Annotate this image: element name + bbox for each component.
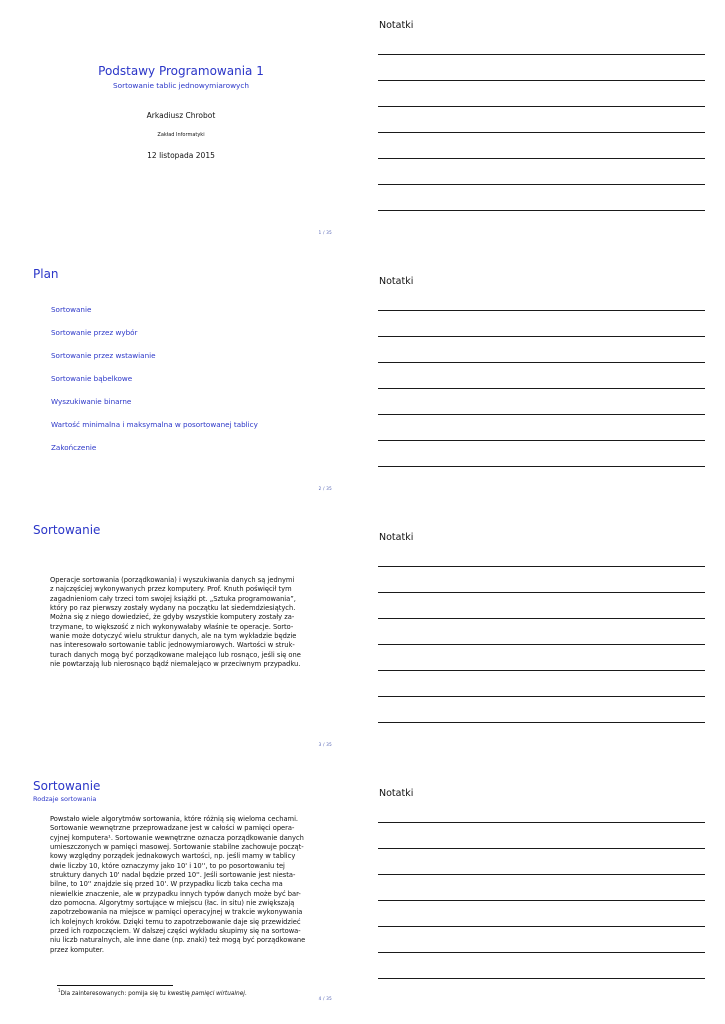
page-number: 3 / 35 [318,742,332,747]
note-line [378,644,705,645]
note-line [378,926,705,927]
notes-label: Notatki [379,532,414,543]
notes-panel-3 [362,512,725,768]
notes-panel-1 [362,0,725,256]
footnote-period: . [244,990,247,997]
footnote-text: Dla zainteresowanych: pomija się tu kwestię [60,990,192,997]
slide-3 [0,512,362,768]
text-line: kowy względny porządek jednakowych wartości, np. jeśli mamy w tablicy [50,852,296,861]
note-line [378,336,705,337]
note-line [378,848,705,849]
note-line [378,184,705,185]
notes-label: Notatki [379,20,414,31]
note-line [378,822,705,823]
note-line [378,722,705,723]
note-line [378,952,705,953]
plan-item[interactable]: Zakończenie [51,443,97,452]
note-line [378,440,705,441]
note-line [378,158,705,159]
text-line: umieszczonych w pamięci masowej. Sortowanie stabilne zachowuje począt- [50,843,304,852]
footnote-rule [57,985,173,986]
text-line: ich kolejnych kroków. Dzięki temu to zapotrzebowanie daje się przewidzieć [50,917,301,926]
note-line [378,414,705,415]
plan-item[interactable]: Sortowanie przez wybór [51,328,138,337]
page-number: 1 / 35 [318,230,332,235]
text-line: trzymane, to większość z nich wykonywałaby właśnie te operacje. Sorto- [50,622,294,631]
text-line: struktury danych 10' nadal będzie przed 10''. Jeśli sortowanie jest niesta- [50,871,296,880]
note-line [378,210,705,211]
note-line [378,978,705,979]
note-line [378,566,705,567]
footnote-mark: 1 [58,988,61,993]
text-line: Można się z niego dowiedzieć, że gdyby wszystkie komputery zostały za- [50,613,295,622]
institute: Zakład Informatyki [157,132,205,138]
notes-panel-2 [362,256,725,512]
text-line: niewielkie znaczenie, ale w przypadku innych typów danych może być bar- [50,889,301,898]
note-line [378,388,705,389]
note-line [378,310,705,311]
body-text [50,815,312,955]
frame-title: Plan [33,267,59,281]
body-text [50,576,312,669]
page-number: 4 / 35 [318,996,332,1001]
note-line [378,54,705,55]
text-line: bilne, to 10'' znajdzie się przed 10'. W przypadku liczb taka cecha ma [50,880,283,889]
plan-item[interactable]: Sortowanie bąbelkowe [51,374,133,383]
note-line [378,132,705,133]
slide-4 [0,768,362,1024]
note-line [378,874,705,875]
text-line: dzo pomocna. Algorytmy sortujące w miejscu (łac. in situ) nie zwiększają [50,899,295,908]
text-line: nie powtarzają lub nierosnąco bądź niemalejąco w przeciwnym przypadku. [50,660,301,669]
text-line: Sortowanie wewnętrzne przeprowadzane jest w całości w pamięci opera- [50,824,295,833]
note-line [378,670,705,671]
frame-subtitle: Rodzaje sortowania [33,795,97,803]
text-line: zapotrzebowania na miejsce w pamięci operacyjnej w trakcie wykonywania [50,908,303,917]
text-line: Operacje sortowania (porządkowania) i wyszukiwania danych są jednymi [50,576,295,584]
frame-title: Sortowanie [33,523,101,537]
text-line: cyjnej komputera¹. Sortowanie wewnętrzne oznacza porządkowanie danych [50,833,304,842]
text-line: turach danych mogą być porządkowane malejąco lub rosnąco, jeśli się one [50,650,301,659]
note-line [378,592,705,593]
date: 12 listopada 2015 [147,151,215,160]
notes-panel-4 [362,768,725,1024]
footnote [58,988,247,997]
notes-label: Notatki [379,276,414,287]
presentation-title: Podstawy Programowania 1 [98,64,264,78]
text-line: Powstało wiele algorytmów sortowania, które różnią się wieloma cechami. [50,815,299,823]
plan-item[interactable]: Wartość minimalna i maksymalna w posortowanej tablicy [51,420,258,429]
note-line [378,618,705,619]
notes-label: Notatki [379,788,414,799]
text-line: przed ich rozpoczęciem. W dalszej części wykładu skupimy się na sortowa- [50,927,301,936]
frame-title: Sortowanie [33,779,101,793]
footnote-emphasis: pamięci wirtualnej [191,990,245,997]
note-line [378,80,705,81]
note-line [378,362,705,363]
page-number: 2 / 35 [318,486,332,491]
note-line [378,900,705,901]
presentation-subtitle: Sortowanie tablic jednowymiarowych [112,81,250,90]
text-line: przez komputer. [50,945,104,954]
note-line [378,466,705,467]
text-line: dwie liczby 10, które oznaczymy jako 10' i 10'', to po posortowaniu tej [50,861,285,870]
author: Arkadiusz Chrobot [146,111,216,120]
text-line: zagadnieniom cały trzeci tom swojej książki pt. „Sztuka programowania”, [50,594,296,603]
text-line: z najczęściej wykonywanych przez komputery. Prof. Knuth poświęcił tym [50,585,292,594]
text-line: który po raz pierwszy zostały wydany na początku lat siedemdziesiątych. [50,604,296,613]
text-line: niu liczb naturalnych, ale inne dane (np. znaki) też mogą być porządkowane [50,936,306,945]
text-line: wanie może dotyczyć wielu struktur danych, ale na tym wykładzie będzie [50,632,297,641]
plan-item[interactable]: Wyszukiwanie binarne [51,397,132,406]
plan-item[interactable]: Sortowanie przez wstawianie [51,351,156,360]
text-line: nas interesowało sortowanie tablic jednowymiarowych. Wartości w struk- [50,641,295,650]
plan-item[interactable]: Sortowanie [51,305,92,314]
slide-1 [0,0,362,256]
note-line [378,106,705,107]
note-line [378,696,705,697]
slide-2 [0,256,362,512]
